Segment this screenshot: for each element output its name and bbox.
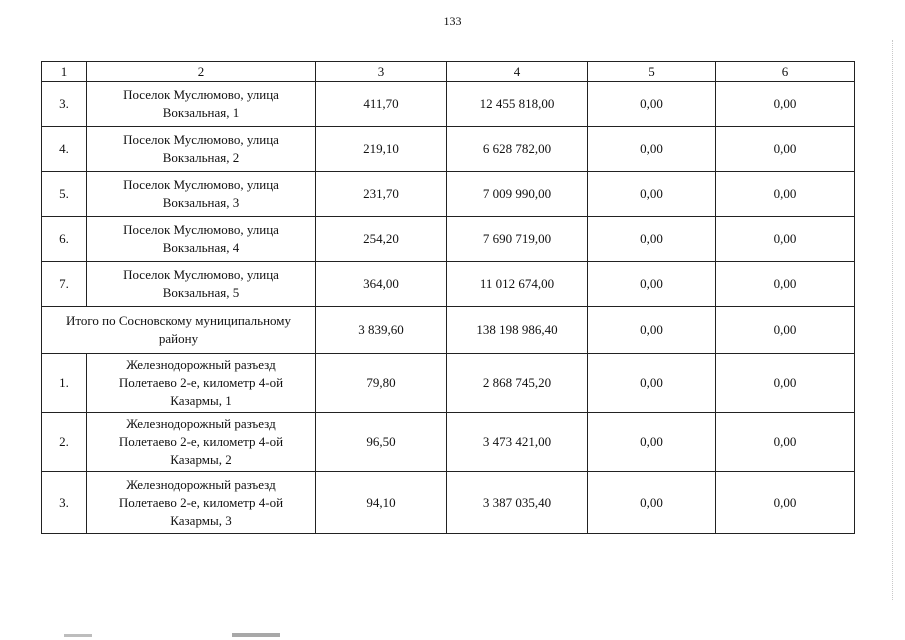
- row-number: 3.: [42, 82, 87, 127]
- table-row: [42, 127, 855, 172]
- address-line: Поселок Муслюмово, улица: [123, 222, 279, 237]
- address-line: Железнодорожный разъезд: [126, 476, 276, 492]
- address-line: Поселок Муслюмово, улица: [123, 177, 279, 192]
- area-cell: 96,50: [316, 413, 447, 472]
- amount-cell: 2 868 745,20: [447, 354, 588, 413]
- column-header: 4: [447, 62, 588, 82]
- value-cell: 0,00: [716, 262, 855, 307]
- address-line: Поселок Муслюмово, улица: [123, 267, 279, 282]
- amount-cell: 11 012 674,00: [447, 262, 588, 307]
- amount-cell: 6 628 782,00: [447, 127, 588, 172]
- total-area-cell: 3 839,60: [316, 307, 447, 354]
- amount-cell: 7 009 990,00: [447, 172, 588, 217]
- row-number: 4.: [42, 127, 87, 172]
- address-cell: [87, 217, 316, 262]
- column-header: 3: [316, 62, 447, 82]
- column-header: 6: [716, 62, 855, 82]
- address-line: Вокзальная, 2: [162, 150, 240, 165]
- total-label-line: району: [158, 331, 199, 346]
- value-cell: 0,00: [588, 472, 716, 534]
- address-line: Казармы, 1: [170, 393, 232, 408]
- scan-artifact-edge: [892, 40, 897, 600]
- value-cell: 0,00: [588, 127, 716, 172]
- column-header: 2: [87, 62, 316, 82]
- amount-cell: 3 473 421,00: [447, 413, 588, 472]
- area-cell: 364,00: [316, 262, 447, 307]
- row-number: 1.: [42, 354, 87, 413]
- scan-artifact-mark: [64, 634, 92, 637]
- value-cell: 0,00: [588, 413, 716, 472]
- column-header: 5: [588, 62, 716, 82]
- amount-cell: 3 387 035,40: [447, 472, 588, 534]
- amount-cell: 7 690 719,00: [447, 217, 588, 262]
- total-amount-cell: 138 198 986,40: [447, 307, 588, 354]
- amount-cell: 12 455 818,00: [447, 82, 588, 127]
- column-header: 1: [42, 62, 87, 82]
- table-row: [42, 354, 855, 413]
- total-label-line: Итого по Сосновскому муниципальному: [65, 313, 292, 328]
- total-row: [42, 307, 855, 354]
- value-cell: 0,00: [716, 82, 855, 127]
- value-cell: 0,00: [716, 217, 855, 262]
- row-number: 3.: [42, 472, 87, 534]
- address-line: Вокзальная, 4: [162, 240, 240, 255]
- address-line: Казармы, 2: [170, 452, 232, 467]
- value-cell: 0,00: [716, 127, 855, 172]
- table-row: [42, 413, 855, 472]
- table-row: [42, 262, 855, 307]
- address-cell: [87, 172, 316, 217]
- area-cell: 254,20: [316, 217, 447, 262]
- table-row: [42, 82, 855, 127]
- address-line: Вокзальная, 5: [162, 285, 240, 300]
- address-line: Железнодорожный разъезд: [126, 357, 276, 372]
- address-cell: [87, 472, 316, 534]
- area-cell: 411,70: [316, 82, 447, 127]
- address-line: Полетаево 2-е, километр 4-ой: [118, 375, 284, 390]
- scan-artifact-mark: [232, 633, 280, 637]
- address-line: Вокзальная, 1: [162, 105, 240, 120]
- row-number: 7.: [42, 262, 87, 307]
- value-cell: 0,00: [716, 472, 855, 534]
- total-value-cell: 0,00: [588, 307, 716, 354]
- value-cell: 0,00: [588, 172, 716, 217]
- address-line: Полетаево 2-е, километр 4-ой: [118, 494, 284, 510]
- value-cell: 0,00: [588, 354, 716, 413]
- value-cell: 0,00: [588, 217, 716, 262]
- address-cell: [87, 82, 316, 127]
- area-cell: 94,10: [316, 472, 447, 534]
- total-label-cell: [42, 307, 316, 354]
- address-cell: [87, 127, 316, 172]
- table-row: [42, 217, 855, 262]
- value-cell: 0,00: [588, 82, 716, 127]
- address-line: Вокзальная, 3: [162, 195, 240, 210]
- area-cell: 79,80: [316, 354, 447, 413]
- property-table: [41, 61, 855, 534]
- value-cell: 0,00: [716, 354, 855, 413]
- address-line: Казармы, 3: [170, 512, 232, 528]
- row-number: 6.: [42, 217, 87, 262]
- area-cell: 219,10: [316, 127, 447, 172]
- row-number: 5.: [42, 172, 87, 217]
- total-value-cell: 0,00: [716, 307, 855, 354]
- page-number: 133: [443, 14, 462, 28]
- table-row: [42, 472, 855, 534]
- address-line: Железнодорожный разъезд: [126, 416, 276, 431]
- address-line: Поселок Муслюмово, улица: [123, 132, 279, 147]
- row-number: 2.: [42, 413, 87, 472]
- value-cell: 0,00: [716, 172, 855, 217]
- table-header-row: [42, 62, 855, 82]
- address-cell: [87, 354, 316, 413]
- value-cell: 0,00: [716, 413, 855, 472]
- address-cell: [87, 413, 316, 472]
- address-line: Полетаево 2-е, километр 4-ой: [118, 434, 284, 449]
- table-row: [42, 172, 855, 217]
- address-cell: [87, 262, 316, 307]
- area-cell: 231,70: [316, 172, 447, 217]
- address-line: Поселок Муслюмово, улица: [123, 87, 279, 102]
- value-cell: 0,00: [588, 262, 716, 307]
